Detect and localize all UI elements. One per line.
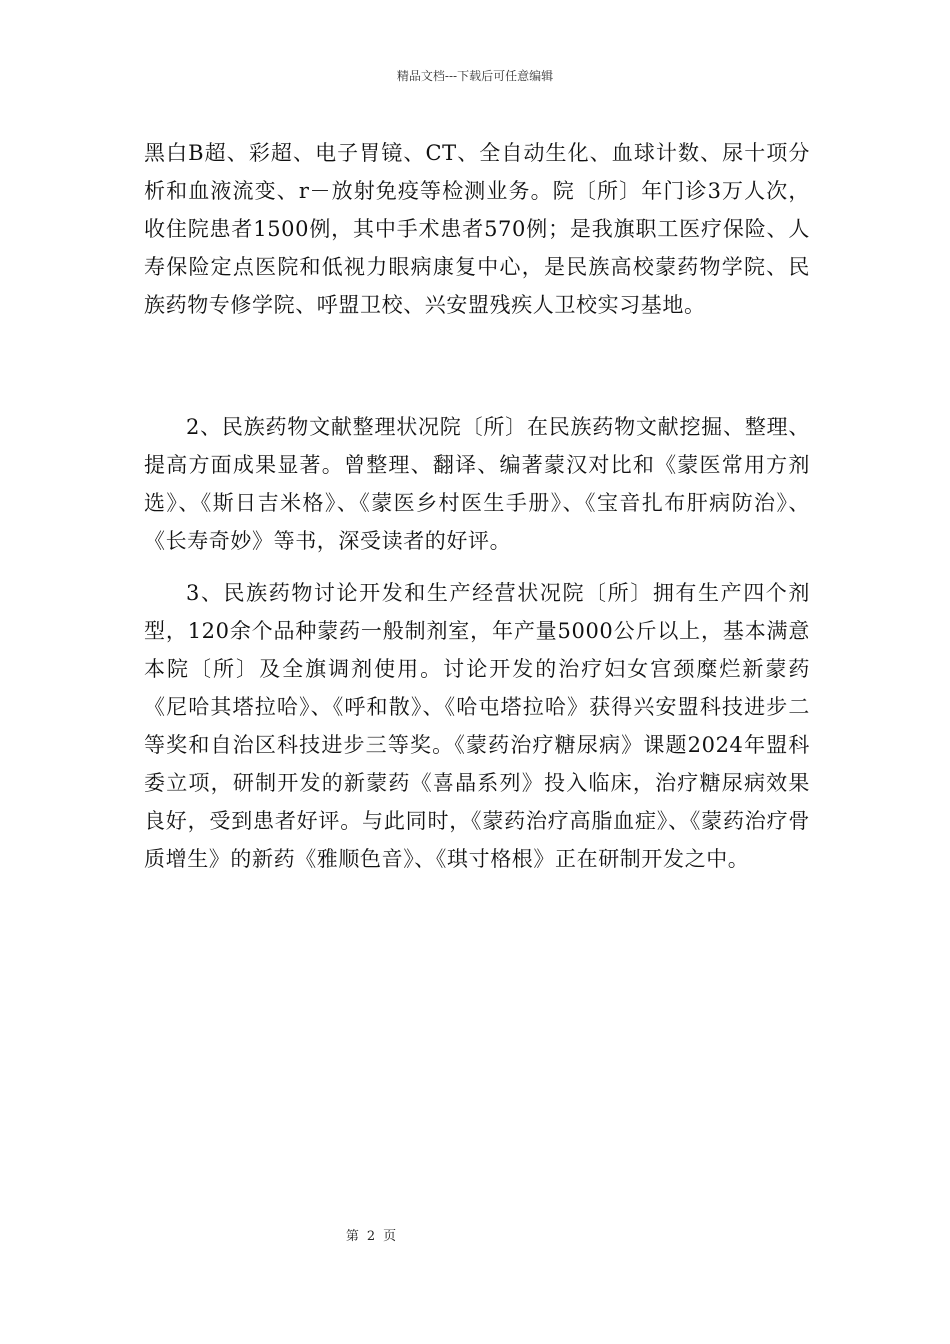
page-number-suffix: 页 — [383, 1229, 397, 1244]
paragraph-development: 3、民族药物讨论开发和生产经营状况院〔所〕拥有生产四个剂型，120余个品种蒙药一般制剂室，年产量5000公斤以上，基本满意本院〔所〕及全旗调剂使用。讨论开发的治疗妇女宫颈糜烂新蒙药《尼哈其塔拉哈》、《呼和散》、《哈屯塔拉哈》获得兴安盟科技进步二等奖和自治区科技进步三等奖。《蒙药治疗糖尿病》课题2024年盟科委立项，研制开发的新蒙药《喜晶系列》投入临床，治疗糖尿病效果良好，受到患者好评。与此同时，《蒙药治疗高脂血症》、《蒙药治疗骨质增生》的新药《雅顺色音》、《琪寸格根》正在研制开发之中。 — [144, 581, 810, 871]
paragraph-literature: 2、民族药物文献整理状况院〔所〕在民族药物文献挖掘、整理、提高方面成果显著。曾整理、翻译、编著蒙汉对比和《蒙医常用方剂选》、《斯日吉米格》、《蒙医乡村医生手册》、《宝音扎布肝病防治》、《长寿奇妙》等书，深受读者的好评。 — [144, 415, 810, 553]
document-body — [144, 134, 810, 878]
page-footer — [0, 1228, 742, 1246]
paragraph-equipment: 黑白B超、彩超、电子胃镜、CT、全自动生化、血球计数、尿十项分析和血液流变、r－放射免疫等检测业务。院〔所〕年门诊3万人次，收住院患者1500例，其中手术患者570例；是我旗职工医疗保险、人寿保险定点医院和低视力眼病康复中心，是民族高校蒙药物学院、民族药物专修学院、呼盟卫校、兴安盟残疾人卫校实习基地。 — [144, 141, 810, 317]
page-header: 精品文档---下载后可任意编辑 — [396, 69, 554, 83]
page-number-prefix: 第 — [345, 1229, 359, 1244]
page-number: 2 — [366, 1229, 376, 1244]
